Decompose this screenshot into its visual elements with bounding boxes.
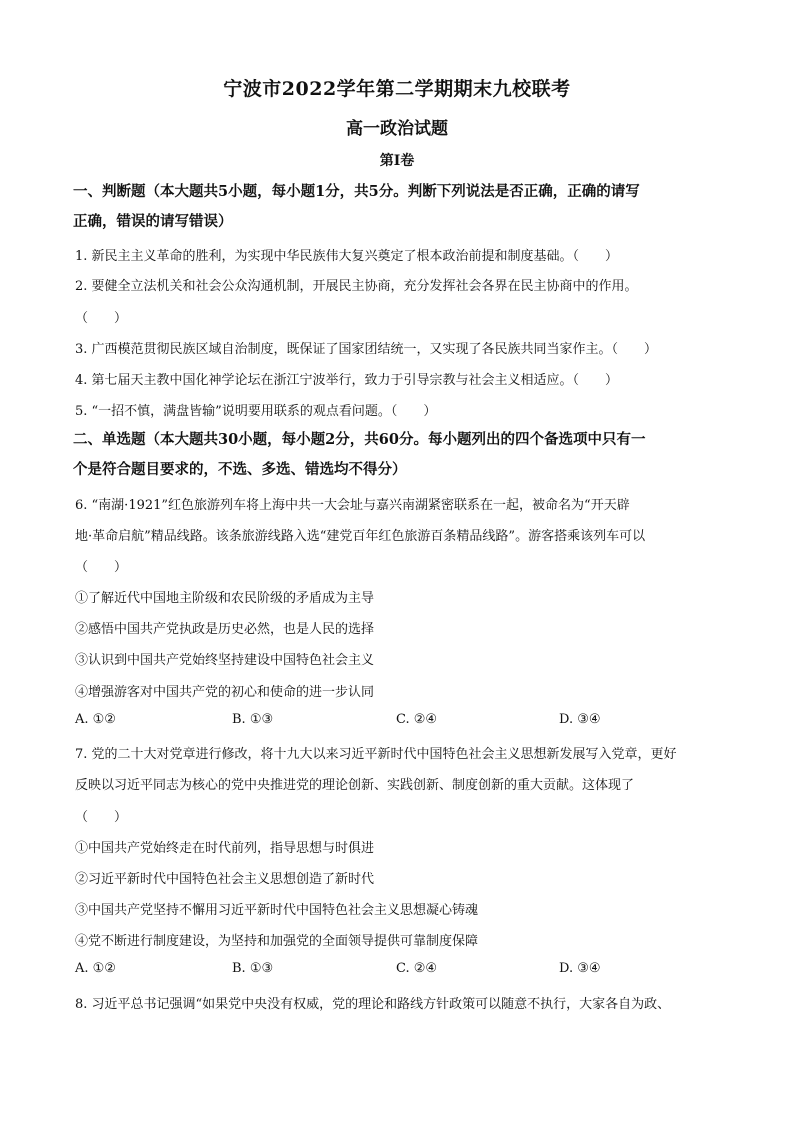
question-6-line3: （ ） bbox=[75, 560, 128, 575]
section1-heading-line1: 一、判断题（本大题共5小题，每小题1分，共5分。判断下列说法是否正确，正确的请写 bbox=[73, 183, 640, 200]
question-5: 5. “一招不慎，满盘皆输”说明要用联系的观点看问题。（ ） bbox=[75, 404, 437, 419]
question-7-options bbox=[75, 961, 725, 979]
question-8-line1: 8. 习近平总书记强调“如果党中央没有权威，党的理论和路线方针政策可以随意不执行，大家各自为政、 bbox=[75, 997, 671, 1012]
question-7-statement-2: ②习近平新时代中国特色社会主义思想创造了新时代 bbox=[75, 872, 375, 887]
section2-heading bbox=[73, 425, 723, 485]
section2-heading-line2: 个是符合题目要求的，不选、多选、错选均不得分） bbox=[73, 461, 407, 478]
question-1: 1. 新民主主义革命的胜利，为实现中华民族伟大复兴奠定了根本政治前提和制度基础。（ ） bbox=[75, 249, 619, 264]
section2-heading-line1: 二、单选题（本大题共30小题，每小题2分，共60分。每小题列出的四个备选项中只有一 bbox=[73, 431, 646, 448]
question-6-statement-4: ④增强游客对中国共产党的初心和使命的进一步认同 bbox=[75, 685, 375, 700]
question-7-option-c: C. ②④ bbox=[396, 961, 438, 976]
question-7-line1: 7. 党的二十大对党章进行修改，将十九大以来习近平新时代中国特色社会主义思想新发展写入党章，更好 bbox=[75, 747, 677, 762]
question-2-line2: （ ） bbox=[75, 311, 128, 326]
question-6-options bbox=[75, 712, 725, 730]
exam-subtitle: 高一政治试题 bbox=[346, 119, 448, 139]
question-6-option-b: B. ①③ bbox=[232, 712, 274, 727]
question-7-option-d: D. ③④ bbox=[559, 961, 601, 976]
question-7-line2: 反映以习近平同志为核心的党中央推进党的理论创新、实践创新、制度创新的重大贡献。这体现了 bbox=[75, 778, 635, 793]
question-7-statement-1: ①中国共产党始终走在时代前列，指导思想与时俱进 bbox=[75, 841, 375, 856]
question-6-statement-1: ①了解近代中国地主阶级和农民阶级的矛盾成为主导 bbox=[75, 591, 375, 606]
question-7-line3: （ ） bbox=[75, 810, 128, 825]
question-6-statement-2: ②感悟中国共产党执政是历史必然，也是人民的选择 bbox=[75, 622, 375, 637]
question-4: 4. 第七届天主教中国化神学论坛在浙江宁波举行，致力于引导宗教与社会主义相适应。（ ） bbox=[75, 373, 619, 388]
question-7-statement-3: ③中国共产党坚持不懈用习近平新时代中国特色社会主义思想凝心铸魂 bbox=[75, 903, 479, 918]
question-3: 3. 广西模范贯彻民族区域自治制度，既保证了国家团结统一，又实现了各民族共同当家作主。（ ） bbox=[75, 342, 658, 357]
exam-title: 宁波市2022学年第二学期期末九校联考 bbox=[223, 78, 571, 100]
section1-heading-line2: 正确，错误的请写错误） bbox=[73, 213, 233, 230]
question-7-option-a: A. ①② bbox=[75, 961, 116, 976]
question-6-line2: 地·革命启航”精品线路。该条旅游线路入选“建党百年红色旅游百条精品线路”。游客搭乘该列车可以 bbox=[75, 529, 646, 544]
question-7-statement-4: ④党不断进行制度建设，为坚持和加强党的全面领导提供可靠制度保障 bbox=[75, 934, 479, 949]
question-6-statement-3: ③认识到中国共产党始终坚持建设中国特色社会主义 bbox=[75, 653, 375, 668]
question-2-line1: 2. 要健全立法机关和社会公众沟通机制，开展民主协商，充分发挥社会各界在民主协商中的作用。 bbox=[75, 279, 638, 294]
question-6-option-c: C. ②④ bbox=[396, 712, 438, 727]
question-6-option-a: A. ①② bbox=[75, 712, 116, 727]
question-6-line1: 6. “南湖·1921”红色旅游列车将上海中共一大会址与嘉兴南湖紧密联系在一起，被命名为“开天辟 bbox=[75, 498, 630, 513]
section1-heading bbox=[73, 177, 723, 237]
question-6-option-d: D. ③④ bbox=[559, 712, 601, 727]
question-7-option-b: B. ①③ bbox=[232, 961, 274, 976]
volume-label: 第Ⅰ卷 bbox=[379, 153, 415, 169]
